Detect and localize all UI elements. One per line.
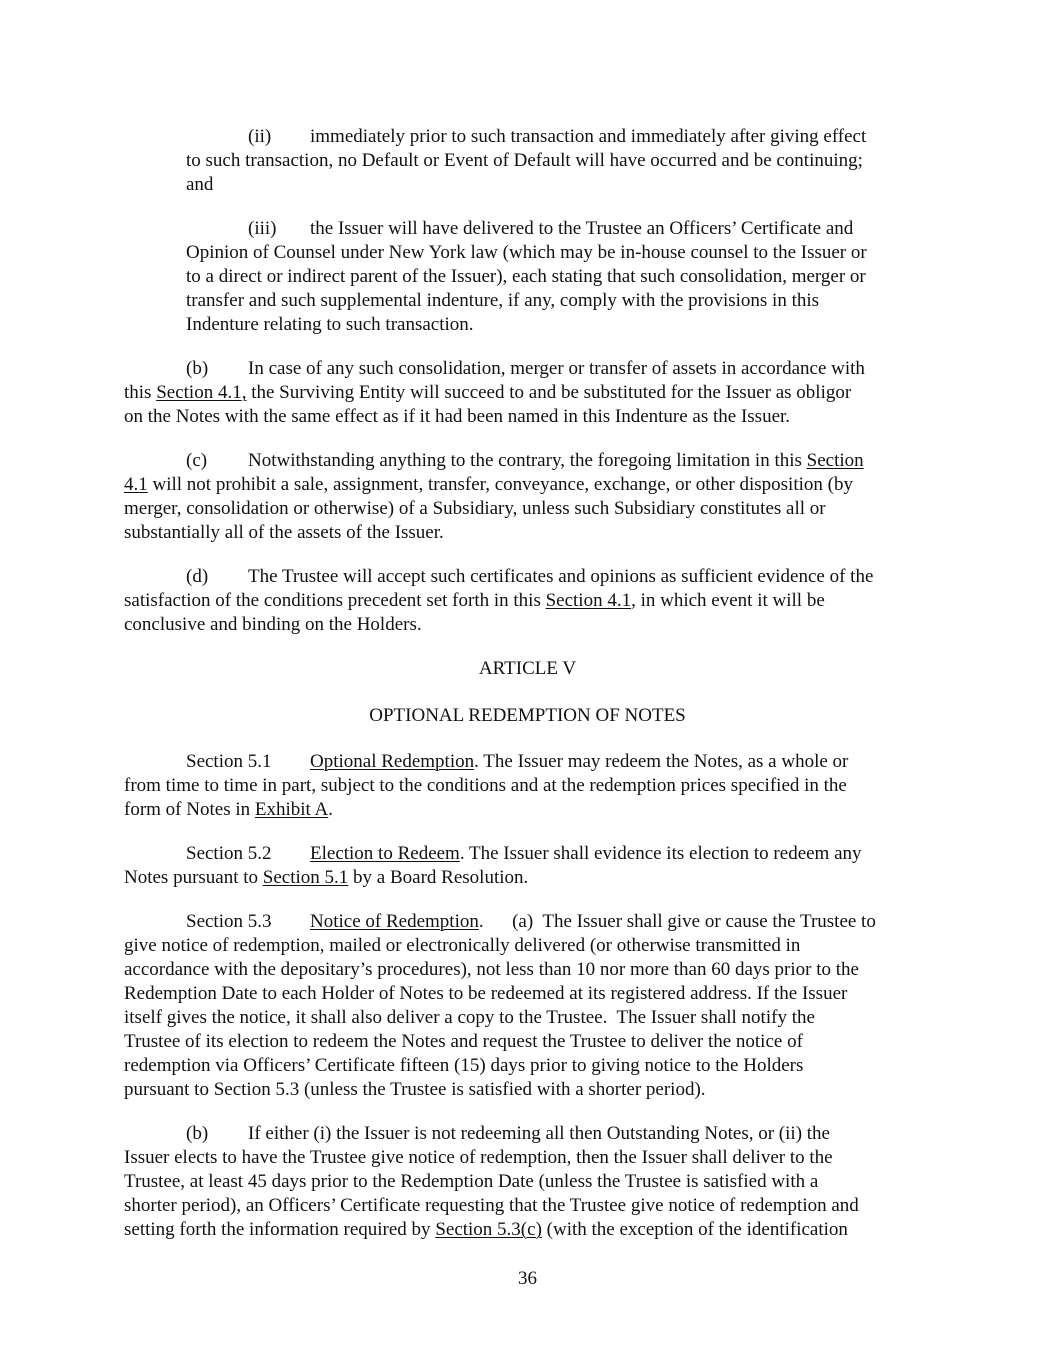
section-5-2-heading: Election to Redeem <box>310 843 460 864</box>
para-d-line-2: satisfaction of the conditions precedent set forth in this Section 4.1, in which event it will be <box>124 590 825 611</box>
article-number: ARTICLE V <box>478 658 577 679</box>
page-number: 36 <box>518 1268 537 1289</box>
section-5-1-line-2: from time to time in part, subject to the conditions and at the redemption prices specified in the <box>124 775 847 796</box>
clause-ii-line-2: to such transaction, no Default or Event of Default will have occurred and be continuing; <box>186 150 863 171</box>
clause-iii-line-5: Indenture relating to such transaction. <box>186 314 474 335</box>
section-5-3-b-line-4: shorter period), an Officers’ Certificate requesting that the Trustee give notice of redemption and <box>124 1195 859 1216</box>
section-5-1-line-1: Section 5.1 Optional Redemption. The Issuer may redeem the Notes, as a whole or <box>186 751 849 772</box>
section-4-1-link[interactable]: Section 4.1, <box>156 382 247 403</box>
clause-iii-marker: (iii) <box>248 218 277 239</box>
para-c-line-2: 4.1 will not prohibit a sale, assignment, transfer, conveyance, exchange, or other disposition (by <box>124 474 853 495</box>
para-d-line-1: (d) The Trustee will accept such certificates and opinions as sufficient evidence of the <box>186 566 874 587</box>
section-5-1-link[interactable]: Section 5.1 <box>262 867 349 888</box>
section-5-3-line-2: give notice of redemption, mailed or electronically delivered (or otherwise transmitted in <box>124 935 801 956</box>
clause-iii-line-1: (iii) the Issuer will have delivered to the Trustee an Officers’ Certificate and <box>248 218 854 239</box>
section-5-3-b-line-5: setting forth the information required by Section 5.3(c) (with the exception of the identification <box>124 1219 848 1240</box>
clause-iii-line-2: Opinion of Counsel under New York law (which may be in-house counsel to the Issuer or <box>186 242 867 263</box>
clause-iii-line-4: transfer and such supplemental indenture, if any, comply with the provisions in this <box>186 290 820 311</box>
para-b-line-2: this Section 4.1, the Surviving Entity will succeed to and be substituted for the Issuer as obligor <box>124 382 852 403</box>
section-5-3-heading: Notice of Redemption <box>310 911 479 932</box>
section-5-3-line-7: redemption via Officers’ Certificate fifteen (15) days prior to giving notice to the Holders <box>124 1055 804 1076</box>
section-5-3-line-1: Section 5.3 Notice of Redemption. (a) The Issuer shall give or cause the Trustee to <box>186 911 876 932</box>
section-4-1-link[interactable]: Section 4.1 <box>545 590 632 611</box>
section-4-1-link-cont[interactable]: 4.1 <box>124 474 148 495</box>
clause-ii-line-3: and <box>186 174 214 195</box>
section-5-3-b-line-1: (b) If either (i) the Issuer is not redeeming all then Outstanding Notes, or (ii) the <box>186 1123 830 1144</box>
section-5-3-c-link[interactable]: Section 5.3(c) <box>435 1219 542 1240</box>
para-c-line-3: merger, consolidation or otherwise) of a Subsidiary, unless such Subsidiary constitutes all or <box>124 498 826 519</box>
para-b-line-3: on the Notes with the same effect as if it had been named in this Indenture as the Issuer. <box>124 406 791 427</box>
section-5-3-line-8: pursuant to Section 5.3 (unless the Trustee is satisfied with a shorter period). <box>124 1079 706 1100</box>
para-c-line-1: (c) Notwithstanding anything to the contrary, the foregoing limitation in this Section <box>186 450 864 471</box>
clause-ii-marker: (ii) <box>248 126 272 147</box>
section-5-3-b-line-2: Issuer elects to have the Trustee give notice of redemption, then the Issuer shall deliver to the <box>124 1147 833 1168</box>
clause-iii-line-3: to a direct or indirect parent of the Issuer), each stating that such consolidation, merger or <box>186 266 866 287</box>
section-5-3-line-3: accordance with the depositary’s procedures), not less than 10 nor more than 60 days prior to the <box>124 959 859 980</box>
section-5-2-line-2: Notes pursuant to Section 5.1 by a Board Resolution. <box>124 867 529 888</box>
para-c-line-4: substantially all of the assets of the Issuer. <box>124 522 444 543</box>
section-5-3-line-6: Trustee of its election to redeem the Notes and request the Trustee to deliver the notice of <box>124 1031 803 1052</box>
section-5-3-line-4: Redemption Date to each Holder of Notes to be redeemed at its registered address. If the Issuer <box>124 983 848 1004</box>
section-5-1-line-3: form of Notes in Exhibit A. <box>124 799 333 820</box>
section-5-2-line-1: Section 5.2 Election to Redeem. The Issuer shall evidence its election to redeem any <box>186 843 862 864</box>
para-b-line-1: (b) In case of any such consolidation, merger or transfer of assets in accordance with <box>186 358 865 379</box>
section-5-3-b-line-3: Trustee, at least 45 days prior to the Redemption Date (unless the Trustee is satisfied with a <box>124 1171 819 1192</box>
section-4-1-link[interactable]: Section <box>806 450 864 471</box>
exhibit-a-link[interactable]: Exhibit A <box>254 799 329 820</box>
section-5-3-line-5: itself gives the notice, it shall also deliver a copy to the Trustee. The Issuer shall notify the <box>124 1007 815 1028</box>
clause-ii-line-1: (ii) immediately prior to such transaction and immediately after giving effect <box>248 126 867 147</box>
para-d-line-3: conclusive and binding on the Holders. <box>124 614 422 635</box>
article-title: OPTIONAL REDEMPTION OF NOTES <box>369 705 686 726</box>
section-5-1-heading: Optional Redemption <box>310 751 475 772</box>
